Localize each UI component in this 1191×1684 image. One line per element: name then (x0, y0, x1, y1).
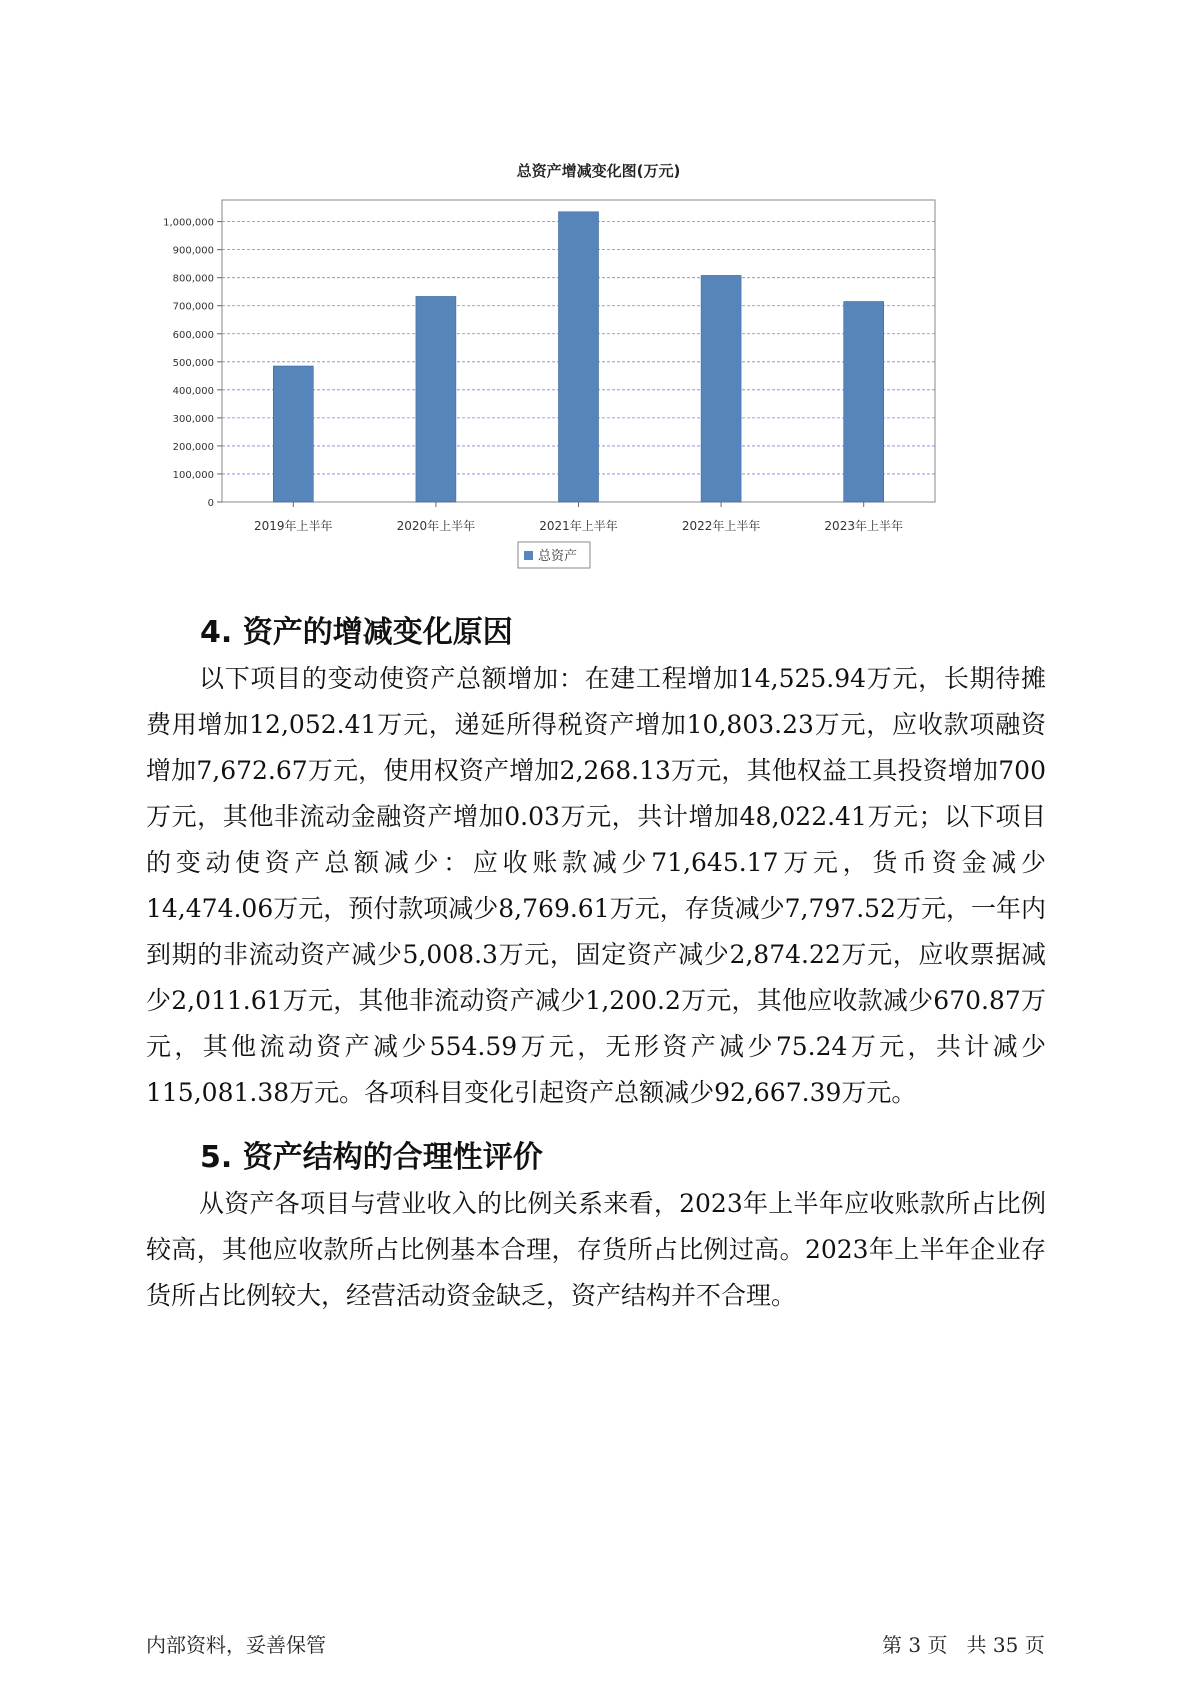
y-tick-label: 200,000 (172, 441, 214, 453)
y-tick-label: 100,000 (172, 469, 214, 481)
bar (559, 212, 599, 502)
y-tick-label: 1,000,000 (163, 217, 214, 229)
x-tick-label: 2020年上半年 (396, 519, 476, 533)
footer-page-number: 第 3 页 (882, 1633, 948, 1657)
section-5-paragraph: 从资产各项目与营业收入的比例关系来看，2023年上半年应收账款所占比例较高，其他应收款所占比例基本合理，存货所占比例过高。2023年上半年企业存货所占比例较大，经营活动资金缺乏，资产结构并不合理。 (146, 1189, 1046, 1310)
y-tick-label: 800,000 (172, 273, 214, 285)
legend-swatch (524, 551, 533, 560)
y-tick-label: 600,000 (172, 329, 214, 341)
section-4-paragraph: 以下项目的变动使资产总额增加：在建工程增加14,525.94万元，长期待摊费用增加12,052.41万元，递延所得税资产增加10,803.23万元，应收款项融资增加7,672.67万元，使用权资产增加2,268.13万元，其他权益工具投资增加700万元，其他非流动金融资产增加0.03万元，共计增加48,022.41万元；以下项目的变动使资产总额减少：应收账款减少71,645.17万元，货币资金减少14,474.06万元，预付款项减少8,769.61万元，存货减少7,797.52万元，一年内到期的非流动资产减少5,008.3万元，固定资产减少2,874.22万元，应收票据减少2,011.61万元，其他非流动资产减少1,200.2万元，其他应收款减少670.87万元，其他流动资产减少554.59万元，无形资产减少75.24万元，共计减少115,081.38万元。各项科目变化引起资产总额减少92,667.39万元。 (146, 664, 1046, 1107)
y-tick-label: 0 (207, 498, 214, 509)
x-tick-label: 2019年上半年 (254, 519, 333, 533)
x-tick-label: 2022年上半年 (681, 519, 761, 533)
footer-confidential-note: 内部资料，妥善保管 (146, 1633, 326, 1657)
chart-svg (160, 160, 1030, 620)
total-assets-chart (160, 160, 1030, 620)
footer-page-total: 共 35 页 (966, 1633, 1045, 1657)
section-5-title: 5. 资产结构的合理性评价 (200, 1140, 543, 1175)
bar (701, 275, 741, 502)
y-tick-label: 500,000 (172, 357, 214, 369)
bar (844, 302, 884, 502)
y-tick-label: 400,000 (172, 385, 214, 397)
x-tick-label: 2023年上半年 (824, 519, 903, 533)
legend-label: 总资产 (538, 549, 578, 564)
y-tick-label: 700,000 (172, 301, 214, 313)
bar (416, 296, 456, 502)
bar (273, 366, 313, 502)
footer-page-info (882, 1629, 1045, 1658)
y-tick-label: 300,000 (172, 413, 214, 425)
x-tick-label: 2021年上半年 (539, 519, 618, 533)
chart-title: 总资产增减变化图(万元) (516, 162, 681, 180)
section-4-title: 4. 资产的增减变化原因 (200, 615, 513, 650)
y-tick-label: 900,000 (172, 245, 214, 257)
